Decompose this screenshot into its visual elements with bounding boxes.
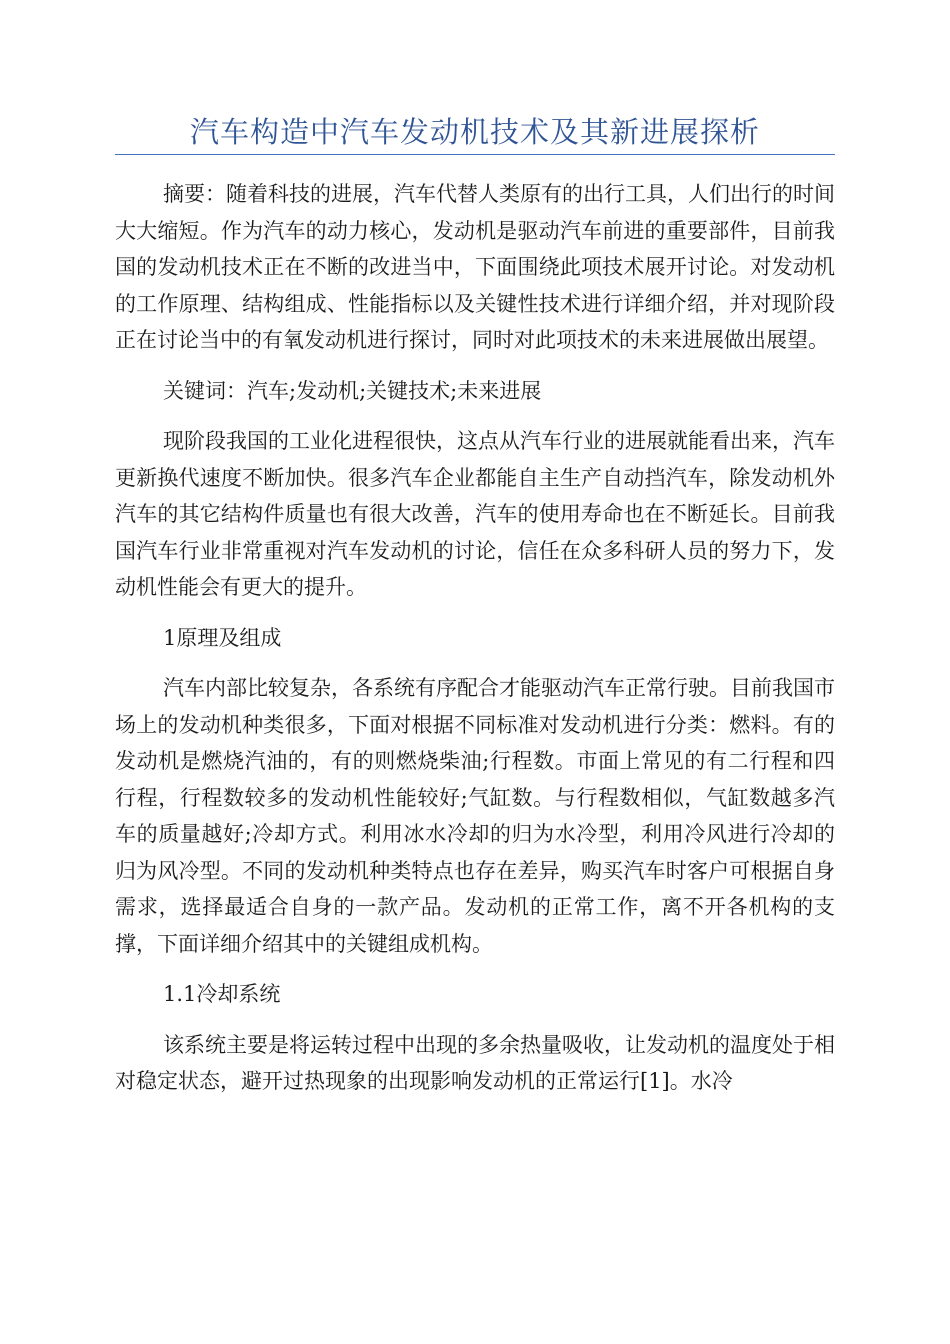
title-underline xyxy=(115,154,835,155)
section-heading-1-1: 1.1冷却系统 xyxy=(163,982,281,1006)
section-1-1-paragraph: 该系统主要是将运转过程中出现的多余热量吸收，让发动机的温度处于相对稳定状态，避开过热现象的出现影响发动机的正常运行[1]。水冷 xyxy=(115,1032,835,1093)
intro-paragraph: 现阶段我国的工业化进程很快，这点从汽车行业的进展就能看出来，汽车更新换代速度不断加快。很多汽车企业都能自主生产自动挡汽车，除发动机外汽车的其它结构件质量也有很大改善，汽车的使用寿命也在不断延长。目前我国汽车行业非常重视对汽车发动机的讨论，信任在众多科研人员的努力下，发动机性能会有更大的提升。 xyxy=(115,429,835,599)
section-1-paragraph: 汽车内部比较复杂，各系统有序配合才能驱动汽车正常行驶。目前我国市场上的发动机种类很多，下面对根据不同标准对发动机进行分类：燃料。有的发动机是燃烧汽油的，有的则燃烧柴油;行程数。市面上常见的有二行程和四行程，行程数较多的发动机性能较好;气缸数。与行程数相似，气缸数越多汽车的质量越好;冷却方式。利用冰水冷却的归为水冷型，利用冷风进行冷却的归为风冷型。不同的发动机种类特点也存在差异，购买汽车时客户可根据自身需求，选择最适合自身的一款产品。发动机的正常工作，离不开各机构的支撑，下面详细介绍其中的关键组成机构。 xyxy=(115,676,835,956)
document-title: 汽车构造中汽车发动机技术及其新进展探析 xyxy=(189,115,760,149)
document-body xyxy=(115,176,835,1114)
keywords-paragraph: 关键词：汽车;发动机;关键技术;未来进展 xyxy=(163,378,542,403)
abstract-paragraph: 摘要：随着科技的进展，汽车代替人类原有的出行工具，人们出行的时间大大缩短。作为汽车的动力核心，发动机是驱动汽车前进的重要部件，目前我国的发动机技术正在不断的改进当中，下面围绕此项技术展开讨论。对发动机的工作原理、结构组成、性能指标以及关键性技术进行详细介绍，并对现阶段正在讨论当中的有氧发动机进行探讨，同时对此项技术的未来进展做出展望。 xyxy=(115,182,835,352)
section-heading-1: 1原理及组成 xyxy=(163,625,282,650)
